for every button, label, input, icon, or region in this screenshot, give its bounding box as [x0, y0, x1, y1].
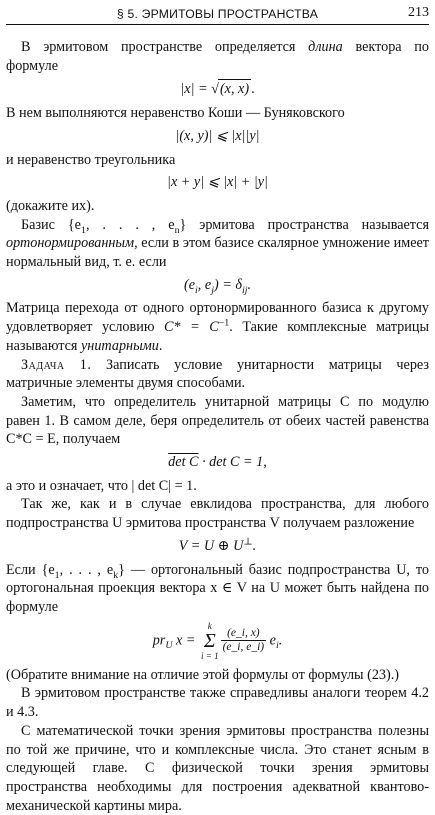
paragraph-unitary-matrices: Матрица перехода от одного ортонормированного базиса к другому удовлетворяет условию $C* = C^{-1}$. Такие комплексные матрицы называются унитарными. [6, 300, 429, 354]
exercise-label: Задача 1. [21, 356, 92, 373]
page-number: 213 [408, 5, 429, 20]
equation-length: |x| = √(x, x) . [180, 81, 255, 98]
paragraph-analogues: В эрмитовом пространстве также справедливы аналоги теорем 4.2 и 4.3. [6, 685, 429, 721]
equation-kronecker: ($e_i$, $e_j) = \delta_{ij}$. [183, 276, 252, 296]
equation-triangle: |x + y| ⩽ |x| + |y| [167, 174, 268, 191]
paragraph-length-definition: В эрмитовом пространстве определяется длина вектора по формуле [6, 39, 429, 74]
sum-operator: k Σ i = 1 [201, 620, 219, 661]
equation-direct-sum: V = U ⊕ U⊥. [178, 536, 257, 554]
paragraph-orthonormal-basis: Базис {$e_1$, . . . , $e_n$} эрмитова пространства называется ортонормированным, если в этом базисе скалярное умножение имеет нормальный вид, т. е. если [6, 216, 429, 271]
paragraph-determinant: Заметим, что определитель унитарной матрицы C по модулю равен 1. В самом деле, беря определитель от обеих частей равенства C*C = E, получаем [6, 393, 429, 448]
paragraph-abs-det: а это и означает, что | det C| = 1. [6, 477, 197, 494]
paragraph-decomposition: Так же, как и в случае евклидова пространства, для любого подпространства U эрмитова пространства V получаем разложение [6, 496, 429, 532]
exercise-1: Задача 1. Записать условие унитарности матрицы через матричные элементы двумя способами. [6, 356, 429, 392]
running-header [6, 4, 429, 25]
paragraph-prove: (докажите их). [6, 197, 95, 214]
paragraph-cauchy: В нем выполняются неравенство Коши — Буняковского [6, 105, 345, 122]
equation-projection: $pr_U$ x = k Σ i = 1 $\frac{(e\_i, x)}{(e\_i, e\_i)}$ $e_i$. [152, 620, 283, 661]
equation-determinant: det C · det C = 1, [168, 454, 267, 471]
paragraph-note: (Обратите внимание на отличие этой формулы от формулы (23).) [6, 666, 400, 683]
section-title: § 5. ЭРМИТОВЫ ПРОСТРАНСТВА [116, 7, 319, 21]
paragraph-projection: Если {$e_1$, . . . , $e_k$} — ортогональный базис подпространства U, то ортогональная проекция вектора x ∈ V на U может быть найдена по формуле [6, 561, 429, 615]
equation-cauchy-schwarz: |(x, y)| ⩽ |x||y| [175, 127, 260, 144]
projection-fraction: $\frac{(e\_i, x)}{(e\_i, e\_i)}$ [222, 627, 265, 654]
paragraph-motivation: С математической точки зрения эрмитовы пространства полезны по той же причине, что и комплексные числа. Это станет ясным в следующей главе. С физической точки зрения эрмитовы пространства необходимы для построения адекватной квантово-механической картины мира. [6, 722, 429, 814]
paragraph-triangle: и неравенство треугольника [6, 151, 176, 168]
page-body [6, 38, 429, 815]
